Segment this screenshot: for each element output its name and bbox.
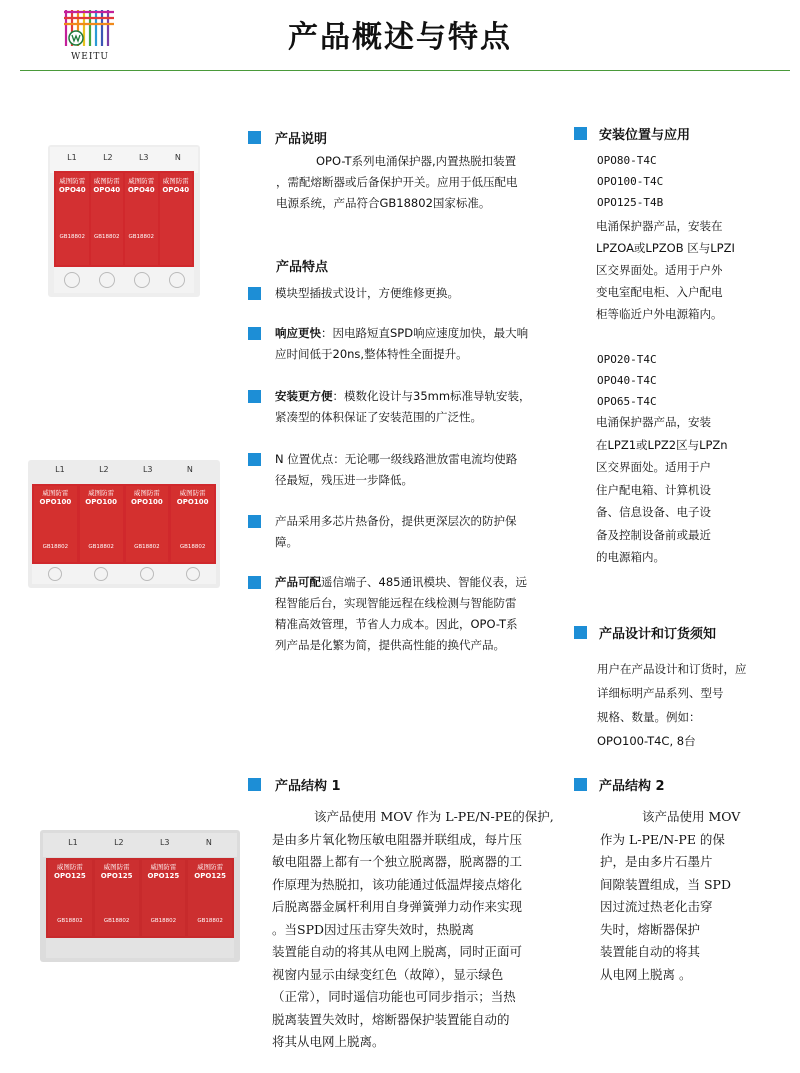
text-line: 该产品使用 MOV bbox=[642, 809, 741, 824]
text-line: 变电室配电柜、入户配电 bbox=[596, 285, 723, 299]
install-models-group1 bbox=[597, 150, 787, 213]
module-brand: 威图防雷 bbox=[162, 177, 189, 185]
spd-module bbox=[34, 486, 77, 562]
feature-text: 程智能后台，实现智能远程在线检测与智能防雷 bbox=[275, 596, 517, 610]
text-line: 柜等临近户外电源箱内。 bbox=[596, 307, 723, 321]
feature-lead: 安装更方便 bbox=[275, 389, 333, 403]
module-brand: 威图防雷 bbox=[42, 489, 69, 497]
text-line: （正常），同时遥信功能也可同步指示；当热 bbox=[272, 989, 516, 1004]
spd-module bbox=[91, 173, 124, 265]
terminal-label: L1 bbox=[67, 153, 77, 162]
spd-module bbox=[56, 173, 89, 265]
terminal-label: L2 bbox=[114, 838, 124, 847]
section-heading: 产品结构 1 bbox=[275, 778, 341, 794]
features-heading: 产品特点 bbox=[276, 260, 329, 275]
section-bullet-icon bbox=[574, 626, 587, 639]
text-line: 区交界面处。适用于户 bbox=[596, 460, 711, 474]
feature-item bbox=[248, 572, 568, 656]
model-code: OPO40-T4C bbox=[597, 374, 657, 387]
spd-module bbox=[160, 173, 193, 265]
module-code: GB18802 bbox=[150, 918, 177, 924]
module-code: GB18802 bbox=[134, 544, 160, 550]
module-model: OPO100 bbox=[176, 498, 209, 506]
feature-lead: 产品可配 bbox=[275, 575, 321, 589]
text-line: 脱离装置失效时，熔断器保护装置能自动的 bbox=[272, 1011, 510, 1027]
module-brand: 威图防雷 bbox=[93, 177, 120, 185]
section-product-desc bbox=[248, 128, 568, 214]
bullet-icon bbox=[248, 453, 261, 466]
module-code: GB18802 bbox=[103, 918, 130, 924]
feature-item bbox=[248, 323, 568, 365]
spd-module bbox=[125, 173, 158, 265]
section-heading: 产品设计和订货须知 bbox=[599, 626, 717, 642]
section-order bbox=[574, 623, 794, 641]
text-line: 作为 L-PE/N-PE 的保 bbox=[600, 831, 725, 847]
spd-module bbox=[126, 486, 169, 562]
feature-lead: 响应更快 bbox=[275, 326, 321, 340]
model-code: OPO125-T4B bbox=[597, 196, 664, 209]
product-image-opo125 bbox=[40, 830, 240, 962]
section-bullet-icon bbox=[248, 778, 261, 791]
module-brand: 威图防雷 bbox=[88, 489, 115, 497]
structure-2-text bbox=[600, 806, 795, 986]
section-heading: 产品结构 2 bbox=[599, 778, 665, 794]
feature-text: ：模数化设计与35mm标准导轨安装， bbox=[332, 389, 531, 403]
module-model: OPO125 bbox=[147, 872, 180, 880]
text-line: 从电网上脱离 。 bbox=[600, 966, 692, 982]
install-desc-group1 bbox=[596, 215, 791, 325]
module-model: OPO125 bbox=[194, 872, 226, 880]
text-line: ，需配熔断器或后备保护开关。应用于低压配电 bbox=[276, 175, 518, 189]
terminal-labels bbox=[38, 465, 210, 479]
section-install bbox=[574, 124, 784, 142]
spd-module bbox=[171, 486, 214, 562]
module-brand: 威图防雷 bbox=[197, 863, 224, 871]
module-code: GB18802 bbox=[179, 544, 206, 550]
feature-text: ：因电路短直SPD响应速度加快，最大响 bbox=[321, 326, 529, 340]
product-desc-text bbox=[276, 151, 568, 214]
text-line: 备及控制设备前或最近 bbox=[596, 527, 711, 542]
module-code: GB18802 bbox=[42, 544, 69, 550]
product-image-opo40 bbox=[48, 145, 200, 297]
structure-1-text bbox=[272, 806, 592, 1054]
terminal-label: L2 bbox=[99, 465, 109, 474]
model-code: OPO20-T4C bbox=[597, 353, 657, 366]
section-bullet-icon bbox=[574, 778, 587, 791]
text-line: 作原理为热脱扣，该功能通过低温焊接点熔化 bbox=[272, 876, 523, 892]
feature-text: 应时间低于20ns,整体特性全面提升。 bbox=[275, 347, 468, 361]
bullet-icon bbox=[248, 287, 261, 300]
terminal-label: L3 bbox=[142, 465, 153, 474]
text-line: 的电源箱内。 bbox=[596, 550, 665, 564]
feature-text: 径最短，残压进一步降低。 bbox=[275, 473, 413, 487]
feature-text: 障。 bbox=[275, 535, 298, 549]
module-brand: 威图防雷 bbox=[179, 489, 206, 497]
text-line: 护，是由多片石墨片 bbox=[600, 854, 713, 869]
spd-module bbox=[80, 486, 123, 562]
text-line: 区交界面处。适用于户外 bbox=[596, 263, 723, 277]
model-code: OPO65-T4C bbox=[597, 395, 657, 408]
feature-text: N 位置优点：无论哪一级线路泄放雷电流均使路 bbox=[275, 452, 518, 466]
terminal-label: L3 bbox=[138, 153, 149, 162]
module-model: OPO40 bbox=[58, 186, 86, 194]
model-code: OPO100-T4C bbox=[597, 175, 664, 188]
text-line: 视窗内显示由绿变红色（故障），显示绿色 bbox=[272, 966, 504, 982]
feature-item bbox=[248, 386, 568, 428]
module-model: OPO40 bbox=[93, 186, 121, 194]
section-heading: 产品说明 bbox=[275, 131, 328, 147]
module-code: GB18802 bbox=[88, 544, 114, 550]
module-code: GB18802 bbox=[93, 234, 120, 240]
module-brand: 威图防雷 bbox=[103, 863, 130, 871]
terminal-label: L1 bbox=[68, 838, 78, 847]
text-line: 因过流过热老化击穿 bbox=[600, 899, 713, 914]
text-line: 电源系统，产品符合GB18802国家标准。 bbox=[276, 196, 491, 210]
section-bullet-icon bbox=[574, 127, 587, 140]
terminal-label: N bbox=[186, 465, 193, 474]
module-brand: 威图防雷 bbox=[128, 177, 155, 185]
feature-item bbox=[248, 283, 568, 304]
terminal-label: L2 bbox=[103, 153, 113, 162]
module-model: OPO100 bbox=[131, 498, 163, 506]
module-model: OPO125 bbox=[54, 872, 86, 880]
text-line: 该产品使用 MOV 作为 L-PE/N-PE的保护, bbox=[314, 809, 554, 824]
text-line: OPO-T系列电涌保护器,内置热脱扣装置 bbox=[316, 154, 517, 168]
text-line: 失时，熔断器保护 bbox=[600, 921, 701, 937]
spd-module bbox=[95, 860, 139, 936]
module-model: OPO100 bbox=[39, 498, 72, 506]
section-heading: 安装位置与应用 bbox=[599, 127, 691, 143]
order-text bbox=[597, 657, 797, 753]
module-model: OPO40 bbox=[162, 186, 190, 194]
text-line: 详细标明产品系列、型号 bbox=[597, 686, 724, 700]
text-line: 用户在产品设计和订货时，应 bbox=[597, 662, 747, 676]
text-line: 装置能自动的将其从电网上脱离，同时正面可 bbox=[272, 944, 523, 959]
text-line: 电涌保护器产品，安装在 bbox=[596, 219, 723, 233]
text-line: 在LPZ1或LPZ2区与LPZn bbox=[596, 437, 728, 452]
model-code: OPO80-T4C bbox=[597, 154, 657, 167]
page-title: 产品概述与特点 bbox=[288, 20, 512, 55]
module-brand: 威图防雷 bbox=[150, 863, 177, 871]
module-model: OPO125 bbox=[100, 872, 133, 880]
feature-text: 模块型插拔式设计，方便维修更换。 bbox=[275, 286, 459, 300]
spd-module bbox=[188, 860, 232, 936]
text-line: 电涌保护器产品，安装 bbox=[596, 415, 711, 429]
text-line: 间隙装置组成，当 SPD bbox=[600, 876, 731, 892]
spd-module bbox=[142, 860, 186, 936]
logo-text: WEITU bbox=[71, 52, 109, 62]
terminal-labels bbox=[54, 153, 194, 167]
text-line: LPZOA或LPZOB 区与LPZI bbox=[596, 241, 735, 255]
header-divider bbox=[20, 70, 790, 71]
feature-text: 遥信端子、485通讯模块、智能仪表，远 bbox=[321, 575, 527, 589]
feature-text: 紧凑型的体积保证了安装范围的广泛性。 bbox=[275, 410, 482, 424]
text-line: 后脱离器金属杆利用自身弹簧弹力动作来实现 bbox=[272, 899, 523, 914]
module-brand: 威图防雷 bbox=[133, 489, 160, 497]
module-code: GB18802 bbox=[128, 234, 155, 240]
module-code: GB18802 bbox=[57, 918, 83, 924]
terminal-label: N bbox=[205, 838, 212, 847]
module-model: OPO100 bbox=[85, 498, 117, 506]
bullet-icon bbox=[248, 390, 261, 403]
text-line: OPO100-T4C, 8台 bbox=[597, 734, 696, 748]
feature-text: 产品采用多芯片热备份，提供更深层次的防护保 bbox=[275, 514, 517, 528]
install-models-group2 bbox=[597, 349, 787, 412]
terminal-labels bbox=[50, 838, 230, 852]
module-code: GB18802 bbox=[59, 234, 86, 240]
section-structure-1 bbox=[248, 775, 568, 793]
feature-item bbox=[248, 511, 568, 553]
text-line: 将其从电网上脱离。 bbox=[272, 1034, 385, 1049]
text-line: 装置能自动的将其 bbox=[600, 944, 701, 959]
text-line: 敏电阻器上都有一个独立脱离器，脱离器的工 bbox=[272, 854, 523, 869]
terminal-label: L3 bbox=[159, 838, 170, 847]
bullet-icon bbox=[248, 515, 261, 528]
spd-module bbox=[48, 860, 92, 936]
install-desc-group2 bbox=[596, 411, 791, 569]
text-line: 备、信息设备、电子设 bbox=[596, 505, 711, 519]
text-line: 是由多片氧化物压敏电阻器并联组成，每片压 bbox=[272, 831, 523, 847]
terminal-label: L1 bbox=[55, 465, 65, 474]
module-brand: 威图防雷 bbox=[59, 177, 86, 185]
text-line: 。当SPD因过压击穿失效时，热脱离 bbox=[272, 921, 474, 937]
feature-text: 列产品是化繁为简，提供高性能的换代产品。 bbox=[275, 638, 505, 652]
text-line: 规格、数量。例如： bbox=[597, 710, 701, 724]
module-code: GB18802 bbox=[197, 918, 223, 924]
text-line: 住户配电箱、计算机设 bbox=[596, 482, 711, 497]
terminal-label: N bbox=[174, 153, 181, 162]
section-structure-2 bbox=[574, 775, 784, 793]
module-brand: 威图防雷 bbox=[56, 863, 83, 871]
feature-item bbox=[248, 449, 568, 491]
feature-text: 精准高效管理，节省人力成本。因此，OPO-T系 bbox=[275, 617, 518, 631]
section-bullet-icon bbox=[248, 131, 261, 144]
product-image-opo100 bbox=[28, 460, 220, 588]
bullet-icon bbox=[248, 327, 261, 340]
module-model: OPO40 bbox=[127, 186, 155, 194]
bullet-icon bbox=[248, 576, 261, 589]
